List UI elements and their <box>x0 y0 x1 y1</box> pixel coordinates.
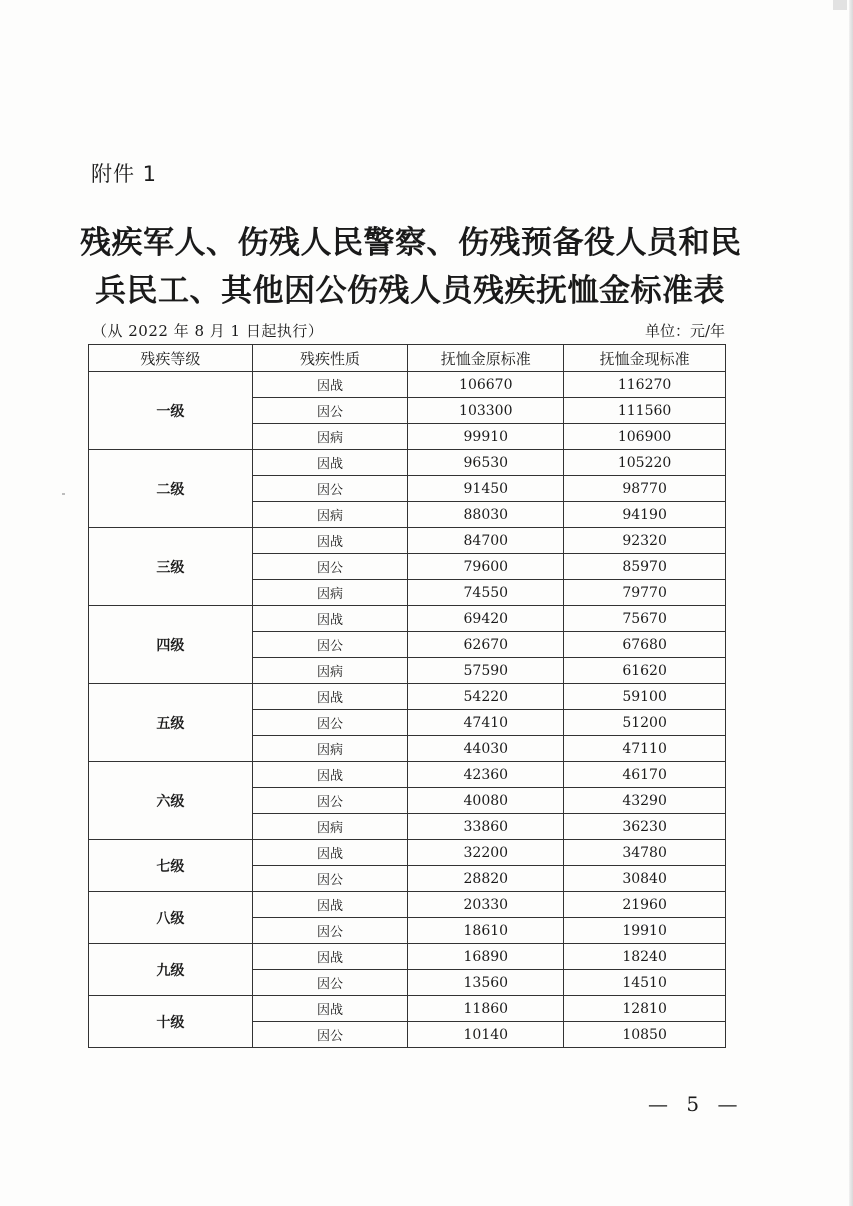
scan-edge <box>849 0 853 1206</box>
nature-cell: 因战 <box>252 450 408 476</box>
table-row <box>89 528 726 554</box>
original-standard-cell: 62670 <box>408 632 564 658</box>
nature-cell: 因病 <box>252 658 408 684</box>
nature-cell: 因病 <box>252 502 408 528</box>
current-standard-cell: 47110 <box>564 736 726 762</box>
current-standard-cell: 30840 <box>564 866 726 892</box>
original-standard-cell: 40080 <box>408 788 564 814</box>
original-standard-cell: 54220 <box>408 684 564 710</box>
current-standard-cell: 43290 <box>564 788 726 814</box>
current-standard-cell: 14510 <box>564 970 726 996</box>
original-standard-cell: 18610 <box>408 918 564 944</box>
title-line-1: 残疾军人、伤残人民警察、伤残预备役人员和民 <box>80 225 742 261</box>
original-standard-cell: 69420 <box>408 606 564 632</box>
table-row <box>89 762 726 788</box>
original-standard-cell: 20330 <box>408 892 564 918</box>
current-standard-cell: 105220 <box>564 450 726 476</box>
nature-cell: 因战 <box>252 944 408 970</box>
table-header <box>89 345 726 372</box>
nature-cell: 因战 <box>252 840 408 866</box>
grade-cell: 七级 <box>89 840 253 892</box>
original-standard-cell: 33860 <box>408 814 564 840</box>
column-header-current-standard: 抚恤金现标准 <box>564 345 726 372</box>
nature-cell: 因战 <box>252 996 408 1022</box>
grade-cell: 二级 <box>89 450 253 528</box>
current-standard-cell: 59100 <box>564 684 726 710</box>
current-standard-cell: 34780 <box>564 840 726 866</box>
pension-standard-table <box>88 344 726 1048</box>
nature-cell: 因公 <box>252 476 408 502</box>
scan-mark <box>833 0 847 10</box>
current-standard-cell: 21960 <box>564 892 726 918</box>
table-row <box>89 996 726 1022</box>
original-standard-cell: 28820 <box>408 866 564 892</box>
column-header-nature: 残疾性质 <box>252 345 408 372</box>
current-standard-cell: 12810 <box>564 996 726 1022</box>
nature-cell: 因公 <box>252 918 408 944</box>
original-standard-cell: 91450 <box>408 476 564 502</box>
original-standard-cell: 47410 <box>408 710 564 736</box>
original-standard-cell: 44030 <box>408 736 564 762</box>
original-standard-cell: 11860 <box>408 996 564 1022</box>
nature-cell: 因公 <box>252 970 408 996</box>
nature-cell: 因战 <box>252 528 408 554</box>
table-row <box>89 372 726 398</box>
nature-cell: 因病 <box>252 736 408 762</box>
original-standard-cell: 84700 <box>408 528 564 554</box>
nature-cell: 因战 <box>252 372 408 398</box>
original-standard-cell: 16890 <box>408 944 564 970</box>
nature-cell: 因公 <box>252 632 408 658</box>
nature-cell: 因公 <box>252 1022 408 1048</box>
grade-cell: 五级 <box>89 684 253 762</box>
original-standard-cell: 88030 <box>408 502 564 528</box>
current-standard-cell: 10850 <box>564 1022 726 1048</box>
nature-cell: 因病 <box>252 424 408 450</box>
original-standard-cell: 57590 <box>408 658 564 684</box>
effective-date-note: （从 2022 年 8 月 1 日起执行） <box>92 322 324 340</box>
nature-cell: 因公 <box>252 788 408 814</box>
grade-cell: 十级 <box>89 996 253 1048</box>
grade-cell: 八级 <box>89 892 253 944</box>
table-row <box>89 840 726 866</box>
original-standard-cell: 79600 <box>408 554 564 580</box>
grade-cell: 三级 <box>89 528 253 606</box>
nature-cell: 因战 <box>252 606 408 632</box>
grade-cell: 四级 <box>89 606 253 684</box>
current-standard-cell: 111560 <box>564 398 726 424</box>
grade-cell: 九级 <box>89 944 253 996</box>
page-number: — 5 — <box>648 1092 744 1116</box>
column-header-original-standard: 抚恤金原标准 <box>408 345 564 372</box>
nature-cell: 因战 <box>252 684 408 710</box>
nature-cell: 因病 <box>252 814 408 840</box>
nature-cell: 因病 <box>252 580 408 606</box>
current-standard-cell: 67680 <box>564 632 726 658</box>
original-standard-cell: 103300 <box>408 398 564 424</box>
current-standard-cell: 98770 <box>564 476 726 502</box>
table-row <box>89 606 726 632</box>
table-body <box>89 372 726 1048</box>
current-standard-cell: 61620 <box>564 658 726 684</box>
current-standard-cell: 36230 <box>564 814 726 840</box>
unit-label: 单位：元/年 <box>644 322 725 340</box>
current-standard-cell: 94190 <box>564 502 726 528</box>
current-standard-cell: 75670 <box>564 606 726 632</box>
title-line-2: 兵民工、其他因公伤残人员残疾抚恤金标准表 <box>95 273 725 309</box>
current-standard-cell: 19910 <box>564 918 726 944</box>
attachment-label: 附件 1 <box>91 162 158 186</box>
current-standard-cell: 106900 <box>564 424 726 450</box>
nature-cell: 因战 <box>252 762 408 788</box>
table-row <box>89 892 726 918</box>
current-standard-cell: 79770 <box>564 580 726 606</box>
scan-speck <box>62 493 65 495</box>
current-standard-cell: 46170 <box>564 762 726 788</box>
nature-cell: 因公 <box>252 710 408 736</box>
original-standard-cell: 74550 <box>408 580 564 606</box>
original-standard-cell: 32200 <box>408 840 564 866</box>
nature-cell: 因公 <box>252 866 408 892</box>
nature-cell: 因公 <box>252 398 408 424</box>
current-standard-cell: 92320 <box>564 528 726 554</box>
original-standard-cell: 13560 <box>408 970 564 996</box>
current-standard-cell: 116270 <box>564 372 726 398</box>
original-standard-cell: 10140 <box>408 1022 564 1048</box>
original-standard-cell: 96530 <box>408 450 564 476</box>
original-standard-cell: 106670 <box>408 372 564 398</box>
nature-cell: 因战 <box>252 892 408 918</box>
document-title <box>80 219 740 315</box>
original-standard-cell: 42360 <box>408 762 564 788</box>
original-standard-cell: 99910 <box>408 424 564 450</box>
grade-cell: 一级 <box>89 372 253 450</box>
table-row <box>89 450 726 476</box>
table-header-row <box>89 345 726 372</box>
table-row <box>89 684 726 710</box>
grade-cell: 六级 <box>89 762 253 840</box>
current-standard-cell: 18240 <box>564 944 726 970</box>
current-standard-cell: 51200 <box>564 710 726 736</box>
current-standard-cell: 85970 <box>564 554 726 580</box>
table-row <box>89 944 726 970</box>
column-header-grade: 残疾等级 <box>89 345 253 372</box>
nature-cell: 因公 <box>252 554 408 580</box>
